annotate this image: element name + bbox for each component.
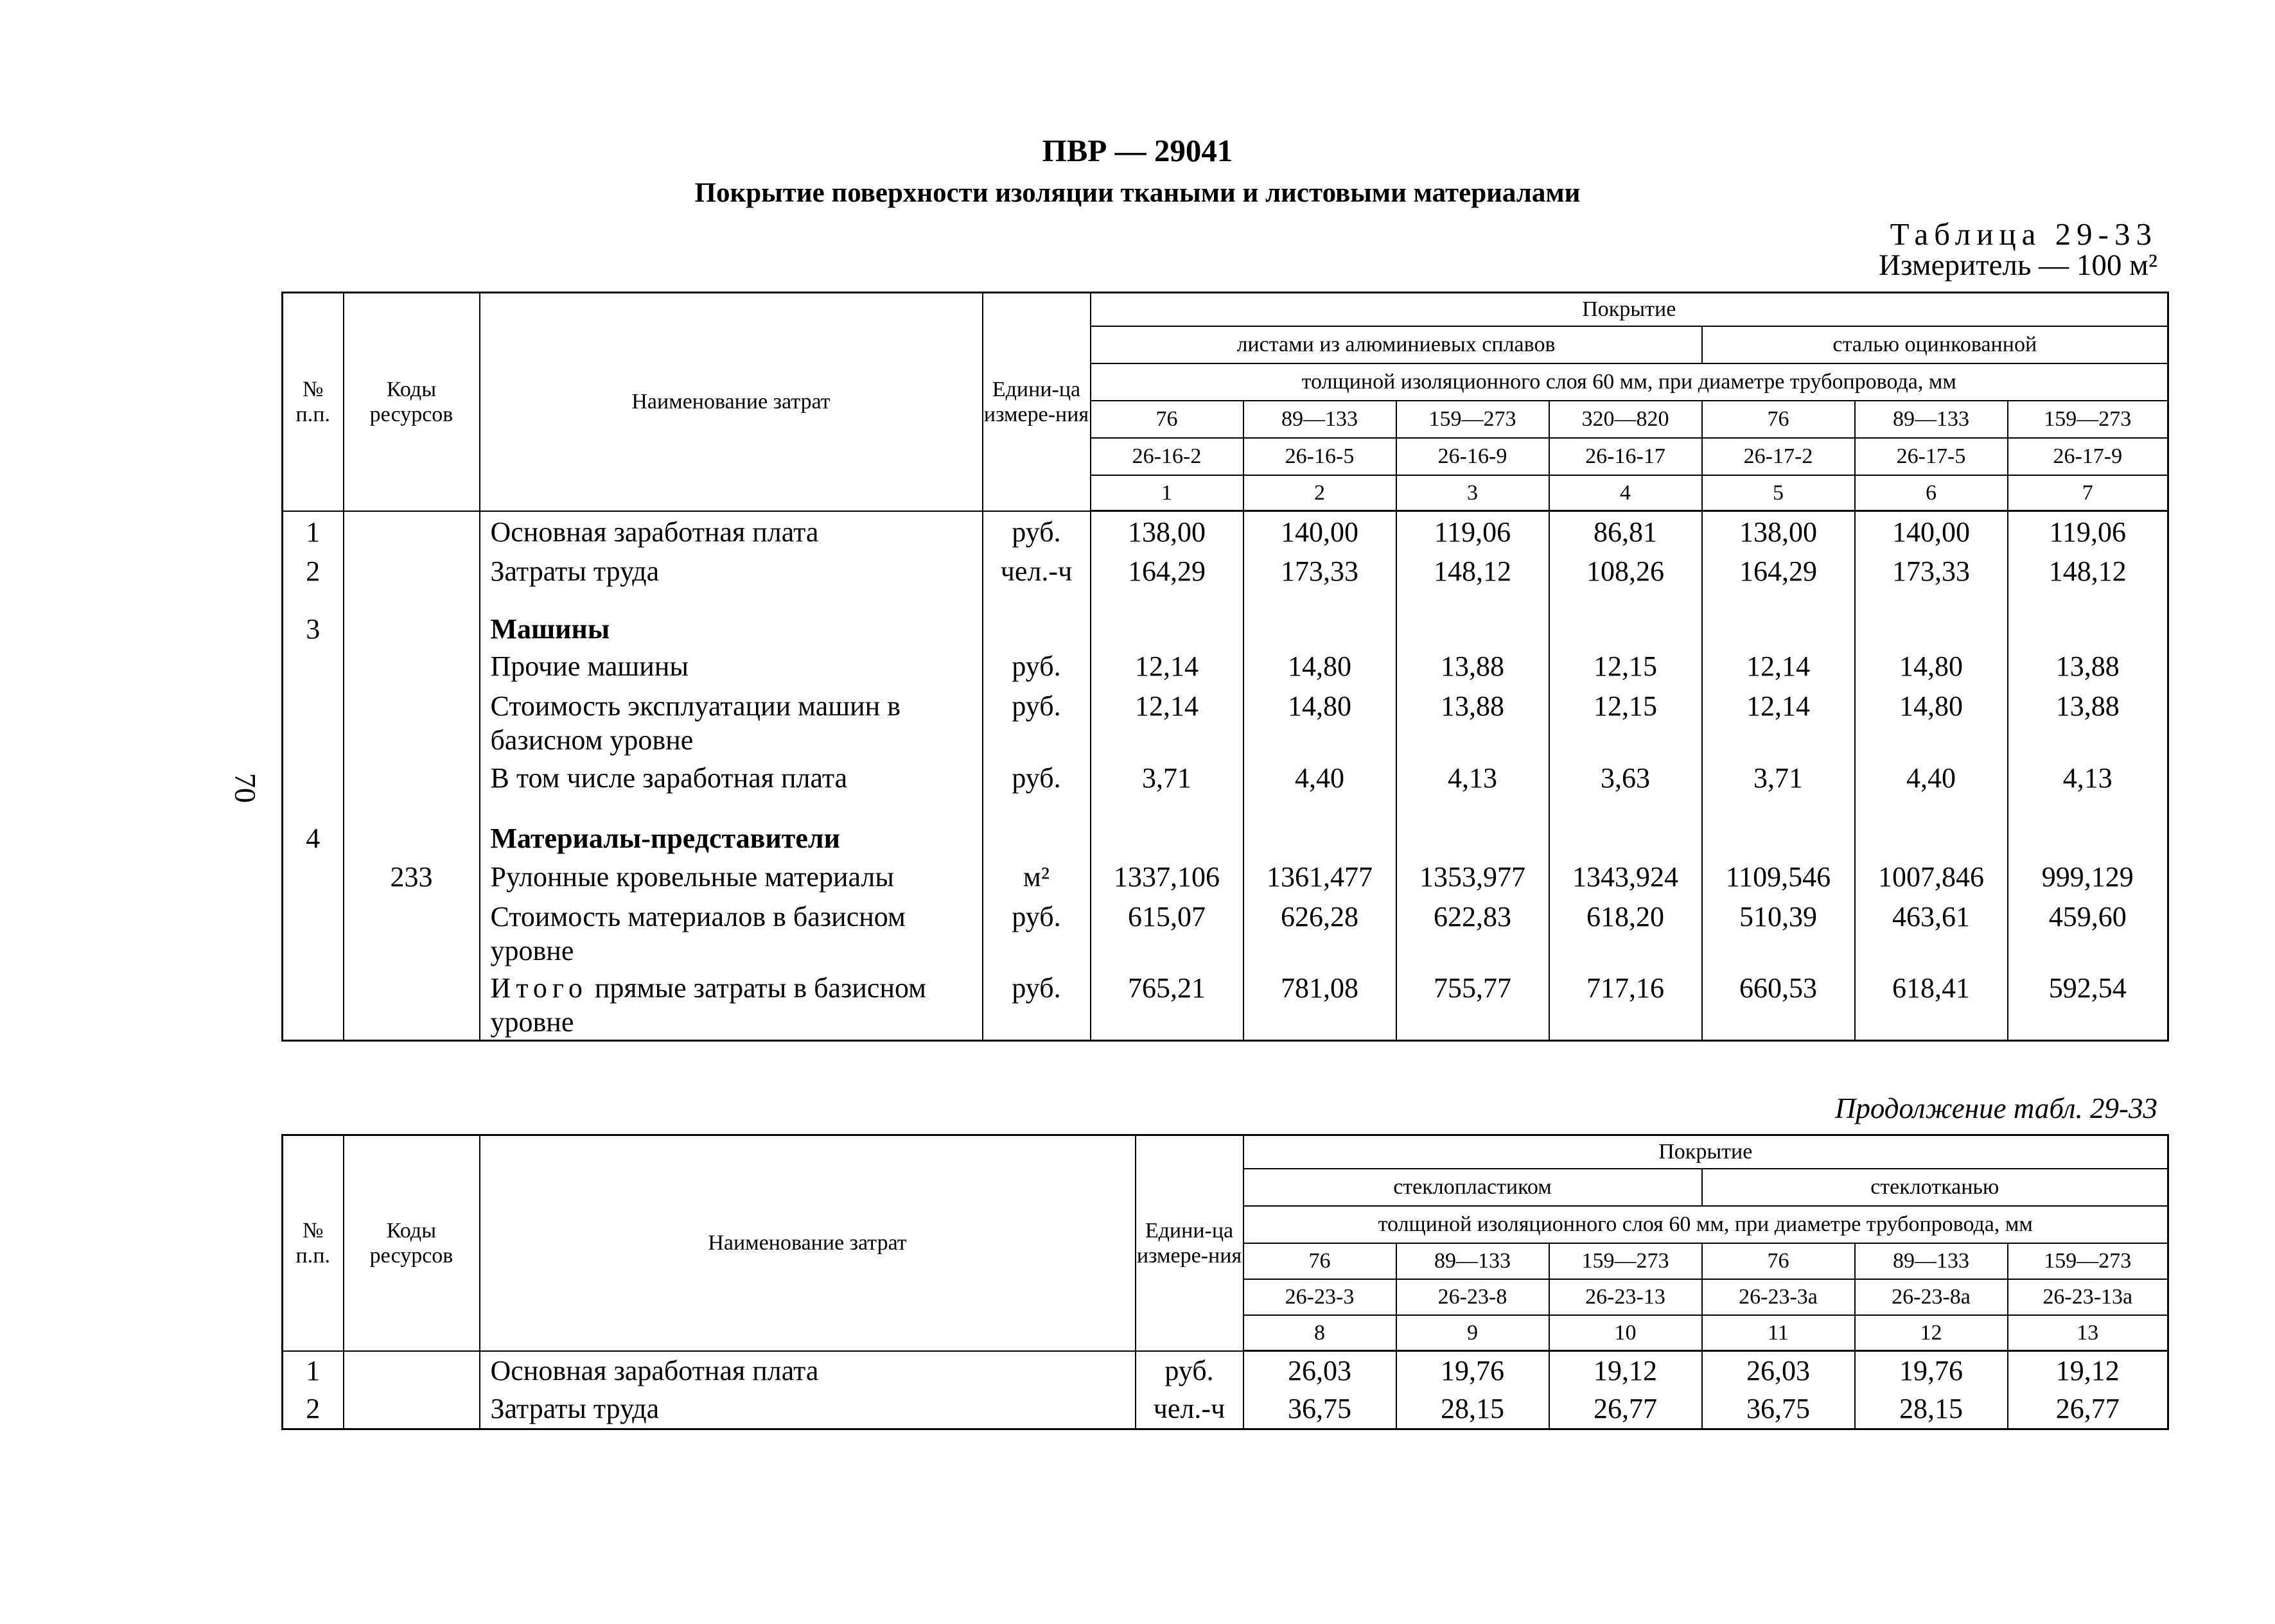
diameter-cell: 159—273 <box>1396 401 1549 438</box>
value-cell: 618,20 <box>1549 896 1702 968</box>
value-cell: 3,71 <box>1702 758 1855 800</box>
code-cell: 26-17-9 <box>2008 438 2168 475</box>
value-cell: 1343,924 <box>1549 857 1702 896</box>
resource-code <box>344 968 480 1040</box>
group-aluminium: листами из алюминиевых сплавов <box>1091 326 1702 363</box>
value-cell: 463,61 <box>1855 896 2008 968</box>
cost-name <box>480 968 983 1040</box>
value-cell <box>1702 800 1855 857</box>
cost-name: Прочие машины <box>480 646 983 686</box>
coverage-header: Покрытие <box>1091 293 2168 326</box>
value-cell: 1353,977 <box>1396 857 1549 896</box>
index-cell: 12 <box>1855 1315 2008 1351</box>
value-cell: 148,12 <box>1396 551 1549 591</box>
group-fiberglass-fabric: стеклотканью <box>1702 1169 2168 1206</box>
index-cell: 2 <box>1243 475 1396 511</box>
value-cell: 1361,477 <box>1243 857 1396 896</box>
value-cell <box>2008 800 2168 857</box>
value-cell: 19,12 <box>2008 1351 2168 1390</box>
code-cell: 26-23-13 <box>1549 1279 1702 1315</box>
unit-cell: руб. <box>983 758 1091 800</box>
value-cell: 140,00 <box>1855 511 2008 551</box>
value-cell: 28,15 <box>1855 1390 2008 1429</box>
value-cell: 14,80 <box>1855 646 2008 686</box>
value-cell: 138,00 <box>1091 511 1243 551</box>
value-cell: 3,71 <box>1091 758 1243 800</box>
value-cell: 14,80 <box>1243 646 1396 686</box>
value-cell: 4,40 <box>1855 758 2008 800</box>
diameter-cell: 159—273 <box>1549 1243 1702 1279</box>
row-number: 2 <box>283 1390 344 1429</box>
value-cell <box>1396 591 1549 647</box>
table-number: Таблица 29-33 <box>1890 216 2157 252</box>
table-row <box>283 686 2168 758</box>
resource-code <box>344 686 480 758</box>
col-name-header: Наименование затрат <box>480 293 983 511</box>
resource-code <box>344 591 480 647</box>
cost-name-text: прямые затраты в базисном уровне <box>490 972 927 1038</box>
code-cell: 26-23-8 <box>1396 1279 1549 1315</box>
cost-name: Стоимость эксплуатации машин в базисном уровне <box>480 686 983 758</box>
row-number: 1 <box>283 511 344 551</box>
value-cell: 999,129 <box>2008 857 2168 896</box>
value-cell: 108,26 <box>1549 551 1702 591</box>
table-row <box>283 1351 2168 1390</box>
diameter-cell: 76 <box>1243 1243 1396 1279</box>
unit-cell: руб. <box>983 646 1091 686</box>
value-cell: 622,83 <box>1396 896 1549 968</box>
value-cell: 765,21 <box>1091 968 1243 1040</box>
unit-cell: руб. <box>1136 1351 1243 1390</box>
cost-name: Основная заработная плата <box>480 1351 1136 1390</box>
value-cell: 13,88 <box>1396 646 1549 686</box>
cost-name: Основная заработная плата <box>480 511 983 551</box>
index-cell: 9 <box>1396 1315 1549 1351</box>
table-row <box>283 646 2168 686</box>
col-unit-header: Едини-ца измере-ния <box>983 293 1091 511</box>
code-cell: 26-16-2 <box>1091 438 1243 475</box>
value-cell: 12,15 <box>1549 646 1702 686</box>
table-row <box>283 758 2168 800</box>
col-no-header: № п.п. <box>283 1135 344 1351</box>
value-cell <box>1091 800 1243 857</box>
cost-table-continuation <box>281 1134 2169 1430</box>
cost-name: Стоимость материалов в базисном уровне <box>480 896 983 968</box>
value-cell: 119,06 <box>1396 511 1549 551</box>
value-cell: 19,76 <box>1396 1351 1549 1390</box>
resource-code: 233 <box>344 857 480 896</box>
col-name-header: Наименование затрат <box>480 1135 1136 1351</box>
code-cell: 26-16-9 <box>1396 438 1549 475</box>
value-cell: 173,33 <box>1243 551 1396 591</box>
code-cell: 26-23-8а <box>1855 1279 2008 1315</box>
table-row <box>283 800 2168 857</box>
value-cell: 717,16 <box>1549 968 1702 1040</box>
resource-code <box>344 1390 480 1429</box>
unit-cell: м² <box>983 857 1091 896</box>
unit-cell: руб. <box>983 511 1091 551</box>
value-cell: 4,13 <box>2008 758 2168 800</box>
row-number: 1 <box>283 1351 344 1390</box>
value-cell: 36,75 <box>1702 1390 1855 1429</box>
row-number: 4 <box>283 800 344 857</box>
diameter-cell: 76 <box>1702 1243 1855 1279</box>
value-cell <box>1855 591 2008 647</box>
value-cell <box>1243 591 1396 647</box>
value-cell: 510,39 <box>1702 896 1855 968</box>
value-cell <box>1702 591 1855 647</box>
diameter-cell: 89—133 <box>1243 401 1396 438</box>
row-number <box>283 857 344 896</box>
cost-name: Затраты труда <box>480 551 983 591</box>
col-no-header: № п.п. <box>283 293 344 511</box>
unit-cell: руб. <box>983 686 1091 758</box>
diameter-cell: 159—273 <box>2008 1243 2168 1279</box>
value-cell: 148,12 <box>2008 551 2168 591</box>
row-number: 2 <box>283 551 344 591</box>
document-subtitle: Покрытие поверхности изоляции ткаными и листовыми материалами <box>694 178 1581 208</box>
value-cell: 13,88 <box>2008 646 2168 686</box>
diameter-cell: 320—820 <box>1549 401 1702 438</box>
value-cell: 26,77 <box>2008 1390 2168 1429</box>
value-cell: 618,41 <box>1855 968 2008 1040</box>
table-row <box>283 591 2168 647</box>
row-number <box>283 968 344 1040</box>
group-fiberglass-plastic: стеклопластиком <box>1243 1169 1702 1206</box>
row-number <box>283 758 344 800</box>
value-cell: 140,00 <box>1243 511 1396 551</box>
col-unit-header: Едини-ца измере-ния <box>1136 1135 1243 1351</box>
table-row <box>283 1390 2168 1429</box>
value-cell: 86,81 <box>1549 511 1702 551</box>
col-codes-header: Коды ресурсов <box>344 293 480 511</box>
index-cell: 8 <box>1243 1315 1396 1351</box>
value-cell: 4,13 <box>1396 758 1549 800</box>
index-cell: 4 <box>1549 475 1702 511</box>
value-cell: 26,03 <box>1702 1351 1855 1390</box>
value-cell: 592,54 <box>2008 968 2168 1040</box>
diameter-cell: 89—133 <box>1855 401 2008 438</box>
value-cell: 4,40 <box>1243 758 1396 800</box>
row-number <box>283 646 344 686</box>
code-cell: 26-23-3 <box>1243 1279 1396 1315</box>
value-cell: 1337,106 <box>1091 857 1243 896</box>
unit-cell <box>983 800 1091 857</box>
value-cell: 12,15 <box>1549 686 1702 758</box>
unit-cell: руб. <box>983 968 1091 1040</box>
cost-name: Рулонные кровельные материалы <box>480 857 983 896</box>
value-cell: 119,06 <box>2008 511 2168 551</box>
table-row <box>283 896 2168 968</box>
cost-name: Затраты труда <box>480 1390 1136 1429</box>
value-cell: 3,63 <box>1549 758 1702 800</box>
unit-of-measure: Измеритель — 100 м² <box>1879 249 2157 282</box>
table-row <box>283 857 2168 896</box>
value-cell: 12,14 <box>1091 686 1243 758</box>
resource-code <box>344 800 480 857</box>
value-cell: 36,75 <box>1243 1390 1396 1429</box>
value-cell: 164,29 <box>1091 551 1243 591</box>
page-number: 70 <box>228 773 262 803</box>
resource-code <box>344 758 480 800</box>
value-cell: 19,76 <box>1855 1351 2008 1390</box>
value-cell <box>1396 800 1549 857</box>
coverage-header: Покрытие <box>1243 1135 2168 1169</box>
row-number <box>283 686 344 758</box>
unit-cell: чел.-ч <box>1136 1390 1243 1429</box>
resource-code <box>344 551 480 591</box>
index-cell: 10 <box>1549 1315 1702 1351</box>
code-cell: 26-23-3а <box>1702 1279 1855 1315</box>
table-row <box>283 968 2168 1040</box>
table-row <box>283 551 2168 591</box>
value-cell <box>2008 591 2168 647</box>
col-codes-header: Коды ресурсов <box>344 1135 480 1351</box>
value-cell: 138,00 <box>1702 511 1855 551</box>
group-steel: сталью оцинкованной <box>1702 326 2168 363</box>
diameter-cell: 76 <box>1702 401 1855 438</box>
code-cell: 26-16-17 <box>1549 438 1702 475</box>
value-cell <box>1549 800 1702 857</box>
index-cell: 11 <box>1702 1315 1855 1351</box>
total-label: Итого <box>490 972 588 1004</box>
unit-cell: руб. <box>983 896 1091 968</box>
index-cell: 13 <box>2008 1315 2168 1351</box>
value-cell <box>1243 800 1396 857</box>
value-cell: 13,88 <box>2008 686 2168 758</box>
value-cell: 28,15 <box>1396 1390 1549 1429</box>
unit-cell: чел.-ч <box>983 551 1091 591</box>
index-cell: 1 <box>1091 475 1243 511</box>
resource-code <box>344 511 480 551</box>
value-cell: 12,14 <box>1702 686 1855 758</box>
cost-name: Машины <box>480 591 983 647</box>
index-cell: 6 <box>1855 475 2008 511</box>
continuation-label: Продолжение табл. 29-33 <box>1834 1092 2157 1124</box>
diameter-cell: 76 <box>1091 401 1243 438</box>
value-cell: 459,60 <box>2008 896 2168 968</box>
unit-cell <box>983 591 1091 647</box>
resource-code <box>344 1351 480 1390</box>
value-cell: 12,14 <box>1702 646 1855 686</box>
cost-name: В том числе заработная плата <box>480 758 983 800</box>
value-cell: 13,88 <box>1396 686 1549 758</box>
code-cell: 26-16-5 <box>1243 438 1396 475</box>
value-cell: 755,77 <box>1396 968 1549 1040</box>
cost-table-main <box>281 292 2169 1042</box>
row-number: 3 <box>283 591 344 647</box>
value-cell: 14,80 <box>1243 686 1396 758</box>
value-cell: 660,53 <box>1702 968 1855 1040</box>
value-cell: 615,07 <box>1091 896 1243 968</box>
index-cell: 3 <box>1396 475 1549 511</box>
value-cell <box>1855 800 2008 857</box>
cost-name: Материалы-представители <box>480 800 983 857</box>
value-cell: 1007,846 <box>1855 857 2008 896</box>
value-cell <box>1549 591 1702 647</box>
value-cell: 1109,546 <box>1702 857 1855 896</box>
value-cell: 19,12 <box>1549 1351 1702 1390</box>
resource-code <box>344 896 480 968</box>
index-cell: 7 <box>2008 475 2168 511</box>
value-cell: 14,80 <box>1855 686 2008 758</box>
code-cell: 26-17-5 <box>1855 438 2008 475</box>
value-cell: 173,33 <box>1855 551 2008 591</box>
value-cell: 164,29 <box>1702 551 1855 591</box>
thickness-header: толщиной изоляционного слоя 60 мм, при диаметре трубопровода, мм <box>1243 1206 2168 1243</box>
code-cell: 26-17-2 <box>1702 438 1855 475</box>
diameter-cell: 89—133 <box>1855 1243 2008 1279</box>
document-title: ПВР — 29041 <box>1042 133 1233 168</box>
value-cell <box>1091 591 1243 647</box>
value-cell: 26,77 <box>1549 1390 1702 1429</box>
thickness-header: толщиной изоляционного слоя 60 мм, при диаметре трубопровода, мм <box>1091 363 2168 401</box>
value-cell: 12,14 <box>1091 646 1243 686</box>
resource-code <box>344 646 480 686</box>
table-row <box>283 511 2168 551</box>
row-number <box>283 896 344 968</box>
diameter-cell: 159—273 <box>2008 401 2168 438</box>
value-cell: 781,08 <box>1243 968 1396 1040</box>
diameter-cell: 89—133 <box>1396 1243 1549 1279</box>
value-cell: 26,03 <box>1243 1351 1396 1390</box>
index-cell: 5 <box>1702 475 1855 511</box>
value-cell: 626,28 <box>1243 896 1396 968</box>
code-cell: 26-23-13а <box>2008 1279 2168 1315</box>
